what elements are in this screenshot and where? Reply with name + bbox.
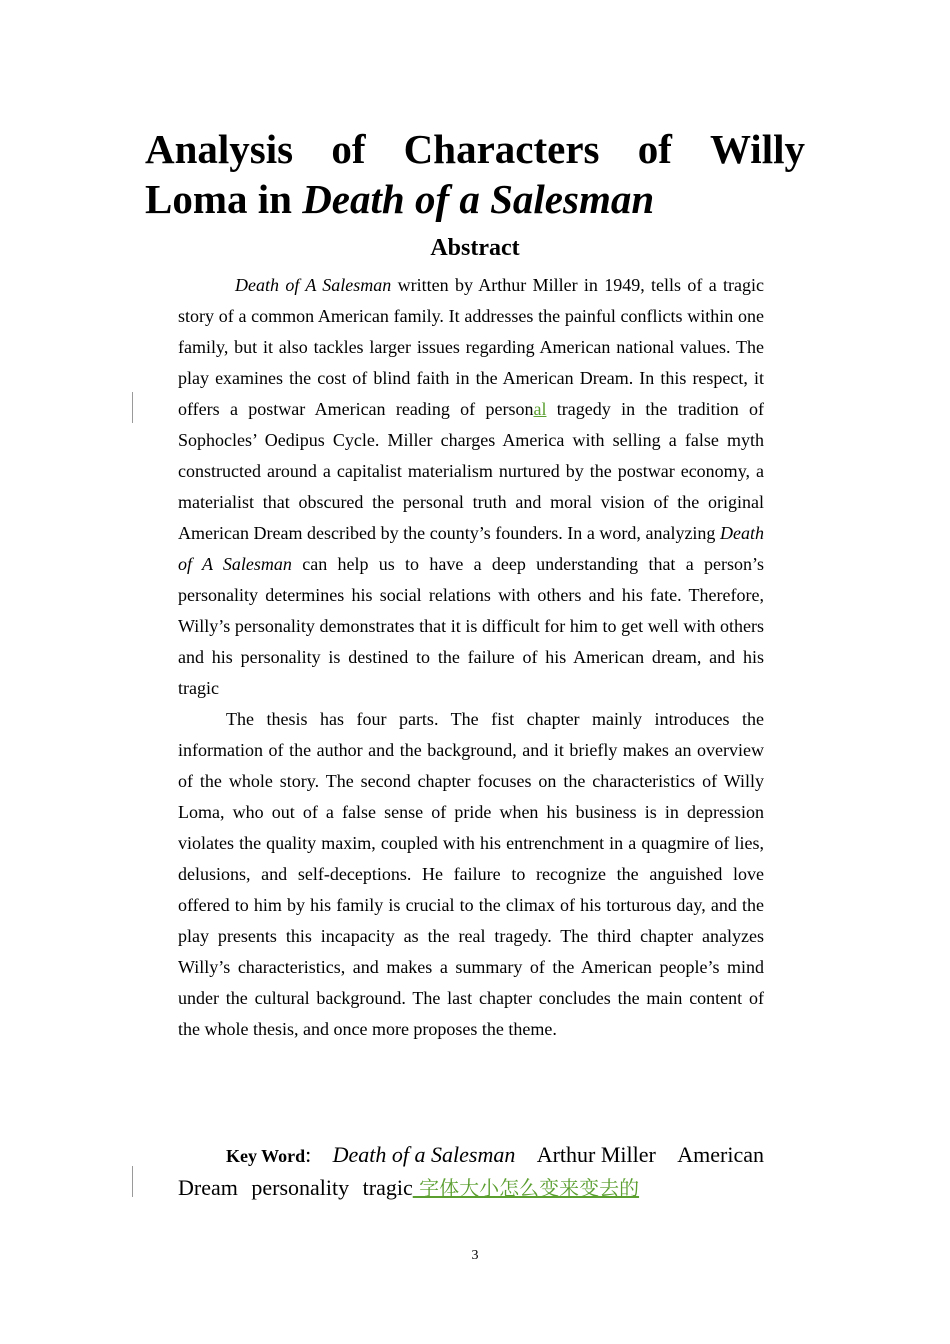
document-title xyxy=(145,124,805,224)
keyword: tragic xyxy=(362,1175,413,1200)
title-line-2 xyxy=(145,174,805,224)
keyword: personality xyxy=(251,1175,350,1200)
keywords-line-2 xyxy=(178,1172,764,1204)
title-word: Analysis xyxy=(145,126,294,172)
abstract-paragraph-2: The thesis has four parts. The fist chapter mainly introduces the information of the author and the background, and it briefly makes an overview of the whole story. The second chapter focuses on the characteristics of Willy Loma, who out of a false sense of pride when his business is in depression violates the quality maxim, coupled with his entrenchment in a quagmire of lies, delusions, and self-deceptions. He failure to recognize the anguished love offered to him by his family is crucial to the climax of his torturous day, and the play presents this incapacity as the real tragedy. The third chapter analyzes Willy’s characteristics, and makes a summary of the American people’s mind under the cultural background. The last chapter concludes the main content of the whole thesis, and once more proposes the theme. xyxy=(178,709,764,1039)
abstract-body xyxy=(178,270,764,1045)
change-bar xyxy=(132,1166,133,1197)
title-prefix: Loma in xyxy=(145,176,303,222)
paragraph-text: can help us to have a deep understanding that a person’s personality determines his social relations with others and his fate. Therefore, Willy’s personality demonstrates that it is difficult for him to get well with others and his personality is destined to the failure of his American dream, and his tragic xyxy=(178,554,764,698)
title-line-1 xyxy=(145,124,805,174)
paragraph-text: tragedy in the tradition of Sophocles’ Oedipus Cycle. Miller charges America with selling a false myth constructed around a capitalist materialism nurtured by the postwar economy, a materialist that obscured the personal truth and moral vision of the original American Dream described by the county’s founders. In a word, analyzing xyxy=(178,399,764,543)
paragraph-text: written by Arthur Miller in 1949, tells of a tragic story of a common American family. It addresses the painful conflicts within one family, but it also tackles larger issues regarding American national values. The play examines the cost of blind faith in the American Dream. In this respect, it offers a postwar American reading of person xyxy=(178,275,764,419)
tracked-insertion: al xyxy=(533,399,547,419)
keywords-line-1 xyxy=(178,1139,764,1172)
keywords-colon: : xyxy=(305,1142,312,1167)
title-word: Willy xyxy=(710,126,805,172)
abstract-heading: Abstract xyxy=(430,235,520,261)
title-word: of xyxy=(637,126,672,172)
title-play-name: Death of a Salesman xyxy=(302,176,655,222)
change-bar xyxy=(132,392,133,423)
keywords-label-group xyxy=(226,1139,311,1172)
keyword: Arthur Miller xyxy=(536,1142,656,1167)
play-title-italic: Death of A Salesman xyxy=(178,523,764,574)
keyword: American xyxy=(677,1142,764,1167)
title-word: of xyxy=(331,126,366,172)
tracked-insertion-note: 字体大小怎么变来变去的 xyxy=(412,1176,640,1200)
keyword: Dream xyxy=(178,1175,238,1200)
title-word: Characters xyxy=(403,126,600,172)
keywords-section xyxy=(178,1139,764,1204)
keyword: Death of a Salesman xyxy=(332,1142,516,1167)
abstract-paragraph-1 xyxy=(178,270,764,704)
keywords-label: Key Word xyxy=(226,1146,306,1166)
page-number: 3 xyxy=(471,1248,479,1263)
play-title-italic: Death of A Salesman xyxy=(235,275,392,295)
